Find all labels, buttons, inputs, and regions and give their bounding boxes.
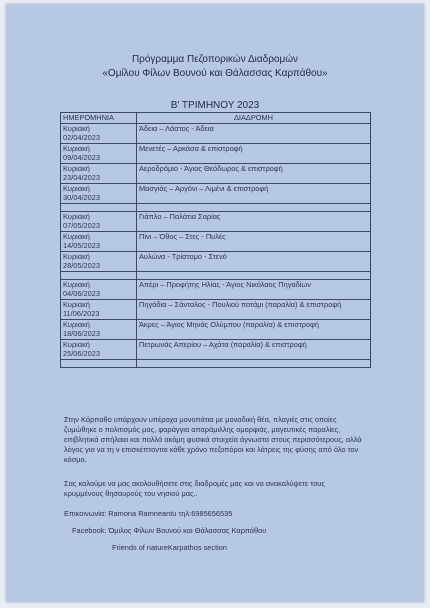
document-title: Πρόγραμμα Πεζοπορικών Διαδρομών [131,54,299,65]
club-name: «Ομίλου Φίλων Βουνού και Θάλασσας Καρπάθου» [102,68,328,79]
route-column-header: ΔΙΑΔΡΟΜΗ [137,113,371,124]
day-label: Κυριακή [63,164,90,173]
day-label: Κυριακή [63,232,90,241]
friends-section: Friends of natureKarpathos section [112,543,228,552]
date-cell [61,320,137,340]
date-column-header: ΗΜΕΡΟΜΗΝΙΑ [61,113,137,124]
date-cell [61,144,137,164]
table-row [61,252,371,272]
spacer-cell [137,360,371,368]
route-cell: Μενετές – Αρκάσα & επιστροφή [137,144,371,164]
date-cell [61,280,137,300]
date-label: 28/05/2023 [63,261,100,270]
spacer-cell [61,272,137,280]
table-row [61,124,371,144]
route-cell: Άδεια – Λάστος - Άδεια [137,124,371,144]
spacer-row [61,360,371,368]
spacer-cell [61,360,137,368]
route-cell: Γιάπλο – Παλάτια Σαρίας [137,212,371,232]
date-label: 18/06/2023 [63,329,100,338]
table-row [61,212,371,232]
intro-paragraph: Στην Κάρπαθο υπάρχουν υπέροχα μονοπάτια με μοναδική θέα, πλαγιές στις οποίες ζυμώθηκε ο πολιτισμός μας, φαράγγια απαράμιλλης ομορφιάς, μαγευτικές παραλίες, επιβλητικά σπήλαια και πολλά ακόμη φυσικά στοιχεία άγνωστα στους περισσότερους, αλλά λόγος για να τη ν επισκέπτονται κάθε χρόνο πεζοπόροι και λάτρεις της φύσης από όλο τον κόσμο. [64,415,362,464]
table-row [61,320,371,340]
contact-info: Επικοινωνία: Ramona Ramneantu τηλ:6985656535 [64,509,233,518]
route-cell: Μασγιάς – Αργόνι – Λιμένι & επιστροφή [137,184,371,204]
date-cell [61,252,137,272]
spacer-cell [137,204,371,212]
schedule-body [61,124,371,368]
day-label: Κυριακή [63,212,90,221]
day-label: Κυριακή [63,340,90,349]
date-cell [61,340,137,360]
day-label: Κυριακή [63,144,90,153]
day-label: Κυριακή [63,300,90,309]
route-cell: Πηγάδια – Σάνταλος - Πουλιού ποτάμι (παραλία) & επιστροφή [137,300,371,320]
date-label: 09/04/2023 [63,153,100,162]
date-label: 25/06/2023 [63,349,100,358]
day-label: Κυριακή [63,124,90,133]
table-row [61,184,371,204]
date-label: 30/04/2023 [63,193,100,202]
date-label: 11/06/2023 [63,309,100,318]
spacer-cell [137,272,371,280]
table-header-row [61,113,371,124]
route-cell: Αεροδρόμιο - Άγιος Θεόδωρος & επιστροφή [137,164,371,184]
route-cell: Πίνι – Όθος – Στες - Πυλές [137,232,371,252]
route-cell: Πετρωνάς Απερίου – Αχάτα (παραλία) & επιστροφή [137,340,371,360]
route-cell: Αυλώνα - Τρίστομο - Στενό [137,252,371,272]
day-label: Κυριακή [63,252,90,261]
table-row [61,300,371,320]
day-label: Κυριακή [63,184,90,193]
date-cell [61,212,137,232]
spacer-row [61,272,371,280]
table-row [61,280,371,300]
table-row [61,164,371,184]
facebook-info: Facebook: Όμιλος Φίλων Βουνού και Θάλασσας Καρπάθου [72,526,267,535]
date-cell [61,232,137,252]
invitation-paragraph: Σας καλούμε να μας ακολουθήσετε στις διαδρομές μας και να ανακαλύψετε τους κρυμμένους θησαυρούς του νησιού μας.. [64,479,325,498]
date-label: 23/04/2023 [63,173,100,182]
date-label: 04/06/2023 [63,289,100,298]
date-label: 07/05/2023 [63,221,100,230]
date-cell [61,124,137,144]
date-label: 02/04/2023 [63,133,100,142]
table-row [61,340,371,360]
date-label: 14/05/2023 [63,241,100,250]
date-cell [61,300,137,320]
date-cell [61,184,137,204]
date-cell [61,164,137,184]
quarter-heading: Β' ΤΡΙΜΗΝΟΥ 2023 [170,100,260,111]
document-page [6,4,424,602]
table-row [61,232,371,252]
day-label: Κυριακή [63,280,90,289]
day-label: Κυριακή [63,320,90,329]
spacer-row [61,204,371,212]
schedule-table [60,112,371,368]
spacer-cell [61,204,137,212]
route-cell: Άκρες – Άγιος Μηνάς Ολύμπου (παραλία) & επιστροφή [137,320,371,340]
route-cell: Απέρι – Προφήτης Ηλίας - Άγιος Νικόλαος Πηγαδίων [137,280,371,300]
table-row [61,144,371,164]
